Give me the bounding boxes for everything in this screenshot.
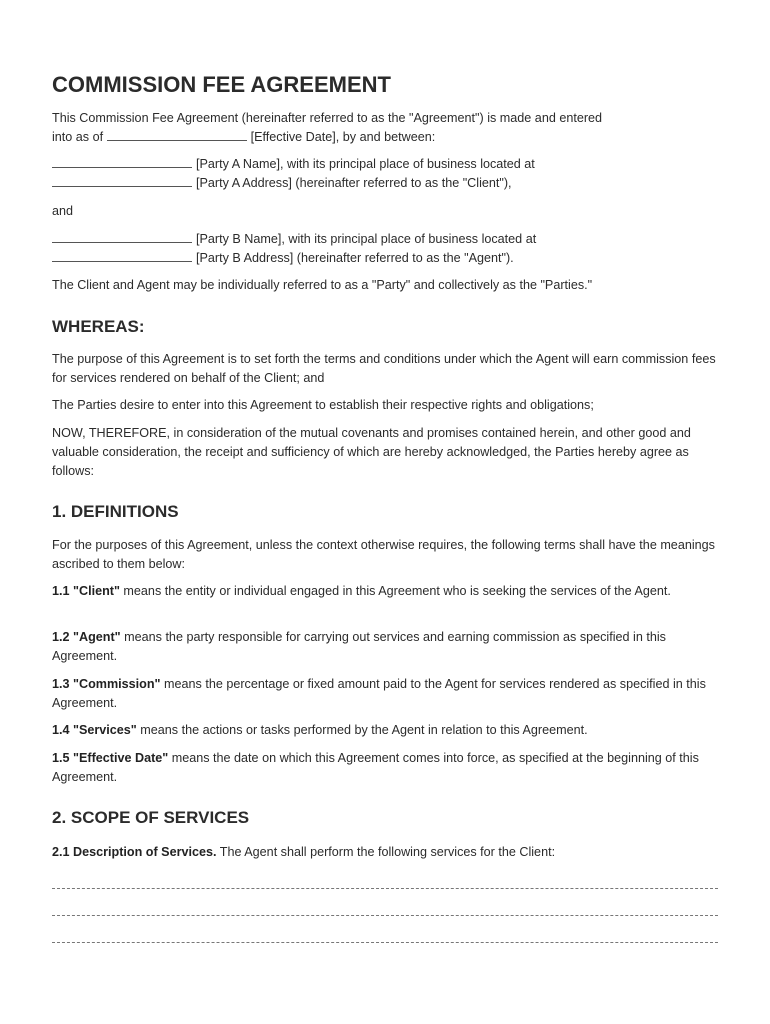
party-a-address-blank[interactable]: [52, 174, 192, 187]
definition-item: [52, 749, 722, 787]
definition-item: [52, 721, 722, 740]
whereas-heading: WHEREAS:: [52, 317, 145, 336]
definition-term: 1.1 "Client": [52, 584, 120, 598]
definition-text: means the percentage or fixed amount paid to the Agent for services rendered as specified in this Agreement.: [52, 677, 706, 710]
intro-text: into as of: [52, 130, 104, 144]
services-blank-line[interactable]: [52, 888, 718, 889]
document-title: COMMISSION FEE AGREEMENT: [52, 72, 391, 97]
intro-paragraph: [52, 109, 722, 147]
definition-text: means the date on which this Agreement comes into force, as specified at the beginning of this Agreement.: [52, 751, 699, 784]
definition-item: [52, 628, 722, 666]
whereas-paragraph-2: The Parties desire to enter into this Agreement to establish their respective rights and obligations;: [52, 398, 594, 412]
party-b-name-blank[interactable]: [52, 230, 192, 243]
party-a-line-2: [Party A Address] (hereinafter referred to as the "Client"),: [196, 176, 512, 190]
scope-term: 2.1 Description of Services.: [52, 845, 217, 859]
definition-term: 1.2 "Agent": [52, 630, 121, 644]
scope-heading: 2. SCOPE OF SERVICES: [52, 808, 250, 827]
parties-note: The Client and Agent may be individually referred to as a "Party" and collectively as the "Parties.": [52, 278, 593, 292]
scope-text: The Agent shall perform the following services for the Client:: [216, 845, 556, 859]
services-blank-line[interactable]: [52, 942, 718, 943]
party-a-line-1: [Party A Name], with its principal place of business located at: [196, 157, 535, 171]
definition-term: 1.4 "Services": [52, 723, 137, 737]
definition-item: [52, 582, 722, 601]
party-b-line-1: [Party B Name], with its principal place of business located at: [196, 232, 537, 246]
definition-term: 1.3 "Commission": [52, 677, 161, 691]
whereas-paragraph-1: The purpose of this Agreement is to set forth the terms and conditions under which the Agent will earn commission fees for services rendered on behalf of the Client; and: [52, 352, 716, 385]
intro-line-2: [52, 128, 722, 147]
definitions-heading: 1. DEFINITIONS: [52, 502, 179, 521]
party-a-name-blank[interactable]: [52, 155, 192, 168]
party-b-address-blank[interactable]: [52, 249, 192, 262]
intro-line-1: This Commission Fee Agreement (hereinafter referred to as the "Agreement") is made and entered: [52, 111, 603, 125]
definition-term: 1.5 "Effective Date": [52, 751, 169, 765]
scope-item: [52, 843, 722, 862]
and-text: and: [52, 204, 74, 218]
definition-text: means the actions or tasks performed by the Agent in relation to this Agreement.: [136, 723, 588, 737]
effective-date-blank[interactable]: [107, 128, 247, 141]
party-a-block: [52, 155, 722, 193]
services-blank-line[interactable]: [52, 915, 718, 916]
definition-text: means the entity or individual engaged in this Agreement who is seeking the services of the Agent.: [119, 584, 671, 598]
intro-text: [Effective Date], by and between:: [250, 130, 436, 144]
party-b-block: [52, 230, 722, 268]
definition-item: [52, 675, 722, 713]
whereas-paragraph-3: NOW, THEREFORE, in consideration of the mutual covenants and promises contained herein, and other good and valuable consideration, the receipt and sufficiency of which are hereby acknowledged, the Parties hereby agree as follows:: [52, 426, 691, 478]
definition-text: means the party responsible for carrying out services and earning commission as specified in this Agreement.: [52, 630, 666, 663]
definitions-intro: For the purposes of this Agreement, unless the context otherwise requires, the following terms shall have the meanings ascribed to them below:: [52, 538, 715, 571]
party-b-line-2: [Party B Address] (hereinafter referred to as the "Agent").: [196, 251, 514, 265]
